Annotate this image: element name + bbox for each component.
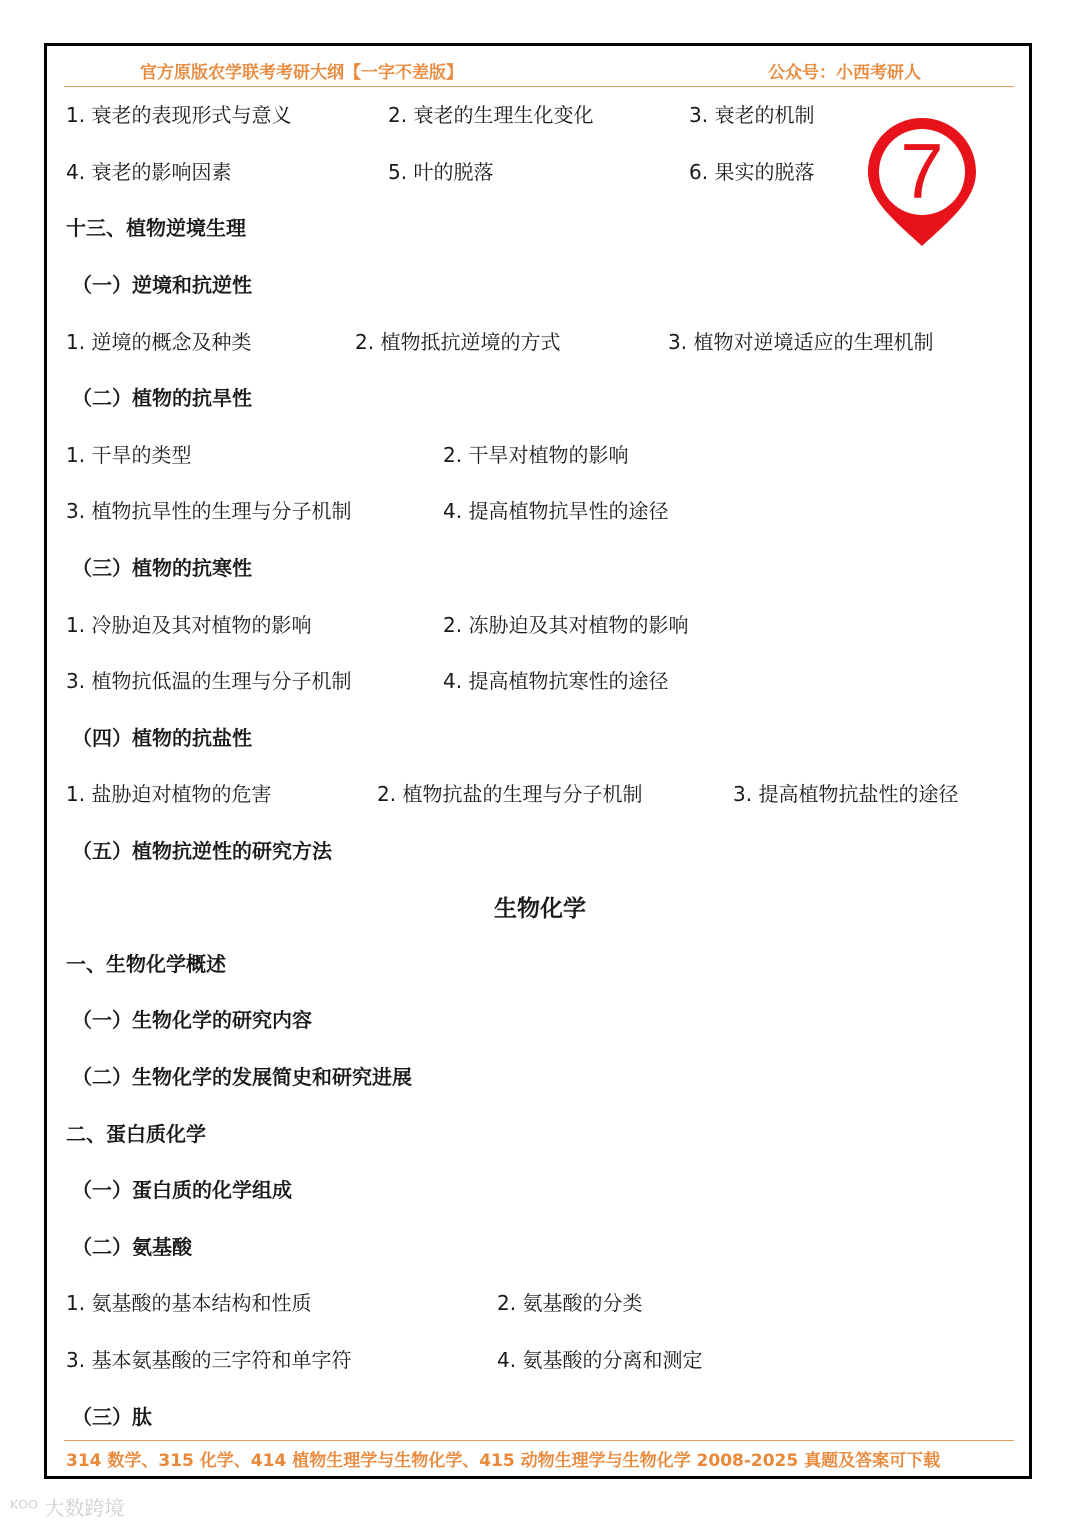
outline-item: 3. 植物抗低温的生理与分子机制 xyxy=(66,669,352,693)
outline-heading: 一、生物化学概述 xyxy=(66,952,226,976)
outline-heading: （一）蛋白质的化学组成 xyxy=(72,1178,292,1202)
outline-item: 1. 冷胁迫及其对植物的影响 xyxy=(66,613,312,637)
outline-item: 1. 逆境的概念及种类 xyxy=(66,330,252,354)
outline-heading: （三）肽 xyxy=(72,1405,152,1429)
outline-item: 3. 衰老的机制 xyxy=(689,103,815,127)
outline-item: 6. 果实的脱落 xyxy=(689,160,815,184)
outline-item: 1. 干旱的类型 xyxy=(66,443,192,467)
outline-item: 1. 衰老的表现形式与意义 xyxy=(66,103,292,127)
page-border xyxy=(44,43,1032,1479)
outline-item: 2. 冻胁迫及其对植物的影响 xyxy=(443,613,689,637)
outline-item: 4. 提高植物抗旱性的途径 xyxy=(443,499,669,523)
outline-item: 4. 提高植物抗寒性的途径 xyxy=(443,669,669,693)
outline-heading: （三）植物的抗寒性 xyxy=(72,556,252,580)
badge-number: 7 xyxy=(900,127,944,215)
outline-heading: 十三、植物逆境生理 xyxy=(66,216,246,240)
outline-item: 3. 植物对逆境适应的生理机制 xyxy=(668,330,934,354)
outline-heading: （二）植物的抗旱性 xyxy=(72,386,252,410)
outline-item: 2. 氨基酸的分类 xyxy=(497,1291,643,1315)
header-divider xyxy=(64,86,1014,87)
outline-heading: （一）生物化学的研究内容 xyxy=(72,1008,312,1032)
outline-item: 3. 植物抗旱性的生理与分子机制 xyxy=(66,499,352,523)
outline-item: 4. 氨基酸的分离和测定 xyxy=(497,1348,703,1372)
outline-item: 2. 干旱对植物的影响 xyxy=(443,443,629,467)
outline-item: 1. 盐胁迫对植物的危害 xyxy=(66,782,272,806)
watermark xyxy=(10,1492,124,1521)
outline-item: 2. 衰老的生理生化变化 xyxy=(388,103,594,127)
header-title: 官方原版农学联考考研大纲【一字不差版】 xyxy=(140,63,463,83)
footer-note: 314 数学、315 化学、414 植物生理学与生物化学、415 动物生理学与生物化学 2008-2025 真题及答案可下载 xyxy=(66,1451,941,1471)
outline-item: 1. 氨基酸的基本结构和性质 xyxy=(66,1291,312,1315)
outline-heading: 二、蛋白质化学 xyxy=(66,1122,206,1146)
outline-heading: （一）逆境和抗逆性 xyxy=(72,273,252,297)
outline-item: 3. 基本氨基酸的三字符和单字符 xyxy=(66,1348,352,1372)
section-title: 生物化学 xyxy=(494,896,586,922)
outline-item: 5. 叶的脱落 xyxy=(388,160,494,184)
outline-heading: （四）植物的抗盐性 xyxy=(72,726,252,750)
outline-heading: （二）生物化学的发展简史和研究进展 xyxy=(72,1065,412,1089)
watermark-text: 大数跨境 xyxy=(44,1496,125,1520)
header-account: 公众号：小西考研人 xyxy=(768,63,921,83)
outline-item: 3. 提高植物抗盐性的途径 xyxy=(733,782,959,806)
footer-divider xyxy=(64,1440,1014,1441)
watermark-logo-icon: ᴷᴼᴼ xyxy=(10,1496,45,1520)
map-pin-badge-icon xyxy=(866,116,978,248)
outline-item: 2. 植物抵抗逆境的方式 xyxy=(355,330,561,354)
outline-heading: （二）氨基酸 xyxy=(72,1235,192,1259)
outline-item: 4. 衰老的影响因素 xyxy=(66,160,232,184)
outline-heading: （五）植物抗逆性的研究方法 xyxy=(72,839,332,863)
outline-item: 2. 植物抗盐的生理与分子机制 xyxy=(377,782,643,806)
